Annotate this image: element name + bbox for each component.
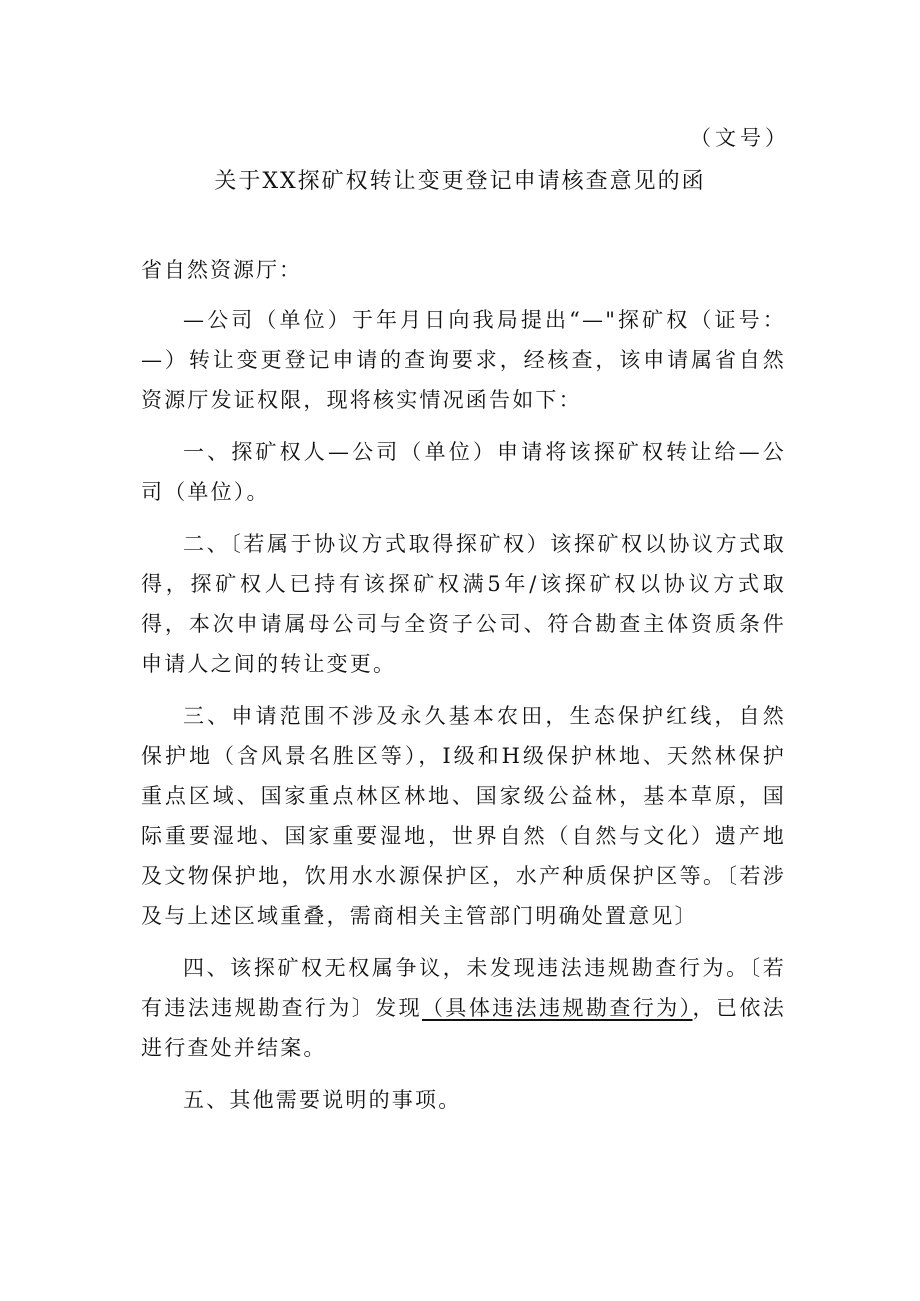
item-3-paragraph: 三、申请范围不涉及永久基本农田，生态保护红线，自然保护地（含风景名胜区等），I级和H级保护林地、天然林保护重点区域、国家重点林区林地、国家级公益林，基本草原，国际重要湿地、国家重要湿地，世界自然（自然与文化）遗产地及文物保护地，饮用水水源保护区，水产种质保护区等。〔若涉及与上述区域重叠，需商相关主管部门明确处置意见〕	[141, 704, 786, 928]
document-number: （文号）	[690, 126, 790, 150]
intro-paragraph: —公司（单位）于年月日向我局提出“—"探矿权（证号：—）转让变更登记申请的查询要求，经核查，该申请属省自然资源厅发证权限，现将核实情况函告如下：	[141, 308, 786, 412]
item-4-text-before: 四、该探矿权无权属争议，未发现违法违规勘查行为。〔若有违法违规勘查行为〕发现	[141, 956, 786, 1020]
item-1-paragraph: 一、探矿权人—公司（单位）申请将该探矿权转让给—公司（单位）。	[141, 440, 786, 504]
document-body	[141, 250, 786, 1132]
item-5-paragraph: 五、其他需要说明的事项。	[183, 1088, 462, 1112]
document-title: 关于XX探矿权转让变更登记申请核查意见的函	[214, 169, 706, 194]
item-4-text-after: ，已依法进行查处并结案。	[141, 996, 786, 1060]
item-4-underlined-placeholder: （具体违法违规勘查行为）	[422, 996, 693, 1020]
item-4-paragraph	[141, 948, 786, 1068]
salutation: 省自然资源厅：	[141, 258, 302, 282]
item-2-paragraph: 二、〔若属于协议方式取得探矿权）该探矿权以协议方式取得，探矿权人已持有该探矿权满5年/该探矿权以协议方式取得，本次申请属母公司与全资子公司、符合勘查主体资质条件申请人之间的转让变更。	[141, 532, 786, 676]
